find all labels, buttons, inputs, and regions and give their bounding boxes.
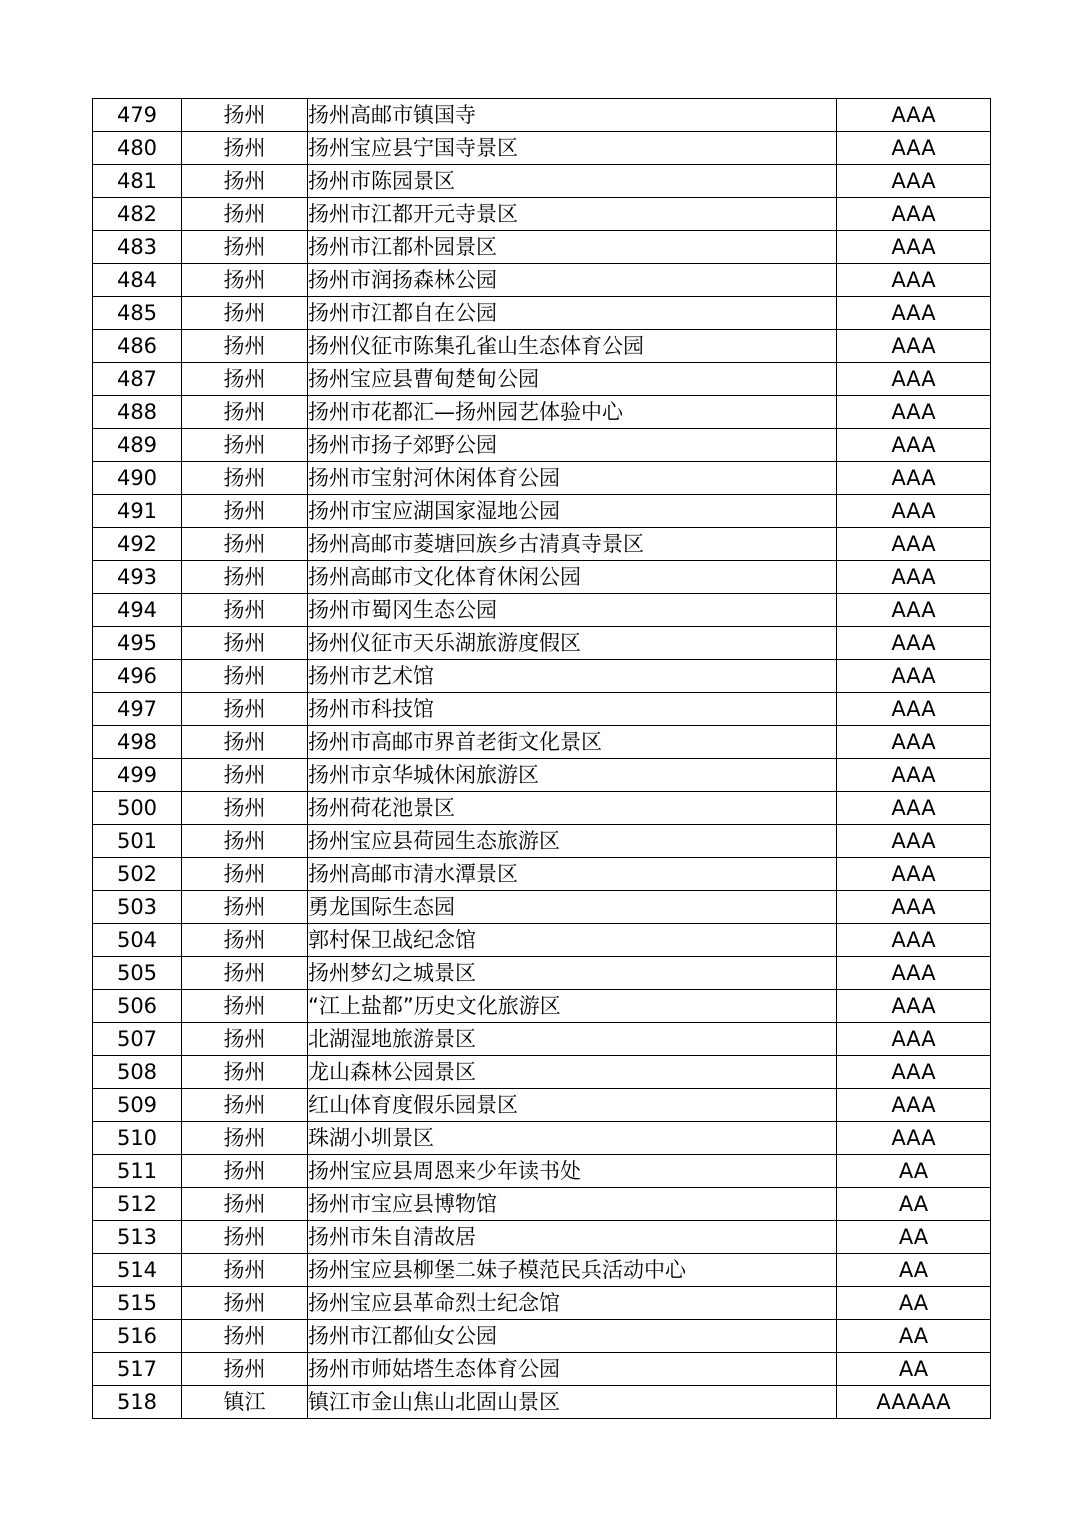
grade-cell: AAA [837,495,991,528]
city-cell: 扬州 [182,132,308,165]
city-cell: 扬州 [182,627,308,660]
grade-cell: AAA [837,363,991,396]
grade-cell: AA [837,1254,991,1287]
table-row [93,1353,991,1386]
grade-cell: AA [837,1188,991,1221]
grade-cell: AAA [837,1023,991,1056]
city-cell: 扬州 [182,759,308,792]
row-number-cell: 503 [93,891,182,924]
scenic-spot-name-cell: 扬州高邮市文化体育休闲公园 [308,561,837,594]
row-number-cell: 505 [93,957,182,990]
grade-cell: AAA [837,990,991,1023]
scenic-spot-name-cell: 扬州市高邮市界首老街文化景区 [308,726,837,759]
city-cell: 扬州 [182,1188,308,1221]
city-cell: 扬州 [182,726,308,759]
city-cell: 扬州 [182,561,308,594]
table-row [93,924,991,957]
grade-cell: AA [837,1287,991,1320]
scenic-spot-name-cell: 扬州市师姑塔生态体育公园 [308,1353,837,1386]
scenic-spot-name-cell: 扬州市江都仙女公园 [308,1320,837,1353]
city-cell: 扬州 [182,363,308,396]
grade-cell: AAA [837,825,991,858]
scenic-spot-name-cell: 扬州市科技馆 [308,693,837,726]
city-cell: 扬州 [182,99,308,132]
table-row [93,660,991,693]
table-row [93,1023,991,1056]
scenic-spot-name-cell: 扬州高邮市清水潭景区 [308,858,837,891]
scenic-spot-name-cell: 红山体育度假乐园景区 [308,1089,837,1122]
city-cell: 扬州 [182,858,308,891]
scenic-spot-name-cell: 扬州高邮市镇国寺 [308,99,837,132]
row-number-cell: 501 [93,825,182,858]
row-number-cell: 512 [93,1188,182,1221]
scenic-spot-name-cell: 扬州市蜀冈生态公园 [308,594,837,627]
city-cell: 扬州 [182,264,308,297]
table-row [93,1089,991,1122]
table-row [93,99,991,132]
city-cell: 扬州 [182,330,308,363]
table-row [93,363,991,396]
row-number-cell: 482 [93,198,182,231]
grade-cell: AAA [837,1056,991,1089]
grade-cell: AAA [837,891,991,924]
table-row [93,1221,991,1254]
row-number-cell: 483 [93,231,182,264]
scenic-spot-table [92,98,991,1419]
row-number-cell: 514 [93,1254,182,1287]
table-row [93,330,991,363]
table-row [93,396,991,429]
scenic-spot-name-cell: 北湖湿地旅游景区 [308,1023,837,1056]
grade-cell: AAA [837,1122,991,1155]
row-number-cell: 518 [93,1386,182,1419]
row-number-cell: 499 [93,759,182,792]
row-number-cell: 509 [93,1089,182,1122]
grade-cell: AAA [837,165,991,198]
city-cell: 扬州 [182,1320,308,1353]
city-cell: 扬州 [182,792,308,825]
city-cell: 扬州 [182,528,308,561]
scenic-spot-name-cell: 扬州市江都朴园景区 [308,231,837,264]
grade-cell: AAA [837,264,991,297]
grade-cell: AAA [837,594,991,627]
grade-cell: AAA [837,231,991,264]
scenic-spot-name-cell: 扬州市江都自在公园 [308,297,837,330]
row-number-cell: 479 [93,99,182,132]
row-number-cell: 488 [93,396,182,429]
row-number-cell: 494 [93,594,182,627]
grade-cell: AAA [837,297,991,330]
table-row [93,1155,991,1188]
grade-cell: AAA [837,330,991,363]
city-cell: 扬州 [182,1155,308,1188]
grade-cell: AA [837,1155,991,1188]
city-cell: 扬州 [182,1089,308,1122]
table-row [93,594,991,627]
row-number-cell: 492 [93,528,182,561]
city-cell: 扬州 [182,165,308,198]
table-row [93,264,991,297]
table-row [93,891,991,924]
scenic-spot-name-cell: 扬州市宝射河休闲体育公园 [308,462,837,495]
row-number-cell: 489 [93,429,182,462]
grade-cell: AAA [837,1089,991,1122]
grade-cell: AAA [837,792,991,825]
city-cell: 扬州 [182,990,308,1023]
grade-cell: AAA [837,528,991,561]
city-cell: 扬州 [182,429,308,462]
table-row [93,1122,991,1155]
row-number-cell: 504 [93,924,182,957]
table-row [93,1287,991,1320]
grade-cell: AAA [837,627,991,660]
table-row [93,1254,991,1287]
row-number-cell: 513 [93,1221,182,1254]
row-number-cell: 511 [93,1155,182,1188]
table-row [93,858,991,891]
scenic-spot-name-cell: 镇江市金山焦山北固山景区 [308,1386,837,1419]
city-cell: 扬州 [182,693,308,726]
grade-cell: AA [837,1320,991,1353]
scenic-spot-name-cell: 扬州市花都汇—扬州园艺体验中心 [308,396,837,429]
scenic-spot-name-cell: 扬州宝应县革命烈士纪念馆 [308,1287,837,1320]
city-cell: 扬州 [182,594,308,627]
table-row [93,429,991,462]
scenic-spot-name-cell: 珠湖小圳景区 [308,1122,837,1155]
grade-cell: AAA [837,198,991,231]
table-row [93,792,991,825]
row-number-cell: 487 [93,363,182,396]
city-cell: 扬州 [182,1221,308,1254]
table-row [93,825,991,858]
scenic-spot-name-cell: 扬州宝应县周恩来少年读书处 [308,1155,837,1188]
grade-cell: AAA [837,99,991,132]
grade-cell: AAA [837,858,991,891]
row-number-cell: 507 [93,1023,182,1056]
scenic-spot-name-cell: 龙山森林公园景区 [308,1056,837,1089]
city-cell: 扬州 [182,297,308,330]
scenic-spot-name-cell: 扬州荷花池景区 [308,792,837,825]
table-row [93,1056,991,1089]
table-body [93,99,991,1419]
city-cell: 扬州 [182,957,308,990]
grade-cell: AAA [837,693,991,726]
grade-cell: AAA [837,396,991,429]
grade-cell: AAA [837,726,991,759]
scenic-spot-name-cell: 郭村保卫战纪念馆 [308,924,837,957]
city-cell: 扬州 [182,1056,308,1089]
row-number-cell: 490 [93,462,182,495]
table-row [93,462,991,495]
scenic-spot-name-cell: 扬州市朱自清故居 [308,1221,837,1254]
scenic-spot-name-cell: 扬州市润扬森林公园 [308,264,837,297]
row-number-cell: 497 [93,693,182,726]
row-number-cell: 480 [93,132,182,165]
scenic-spot-name-cell: 扬州市扬子郊野公园 [308,429,837,462]
row-number-cell: 510 [93,1122,182,1155]
table-row [93,990,991,1023]
table-row [93,165,991,198]
grade-cell: AA [837,1221,991,1254]
row-number-cell: 484 [93,264,182,297]
table-row [93,726,991,759]
grade-cell: AAA [837,759,991,792]
grade-cell: AAAAA [837,1386,991,1419]
city-cell: 扬州 [182,1023,308,1056]
scenic-spot-name-cell: 扬州高邮市菱塘回族乡古清真寺景区 [308,528,837,561]
scenic-spot-name-cell: 扬州市宝应湖国家湿地公园 [308,495,837,528]
city-cell: 扬州 [182,825,308,858]
scenic-spot-name-cell: 扬州市京华城休闲旅游区 [308,759,837,792]
grade-cell: AAA [837,429,991,462]
row-number-cell: 493 [93,561,182,594]
row-number-cell: 496 [93,660,182,693]
table-row [93,231,991,264]
table-row [93,528,991,561]
row-number-cell: 481 [93,165,182,198]
table-row [93,957,991,990]
grade-cell: AAA [837,924,991,957]
row-number-cell: 516 [93,1320,182,1353]
table-row [93,561,991,594]
city-cell: 扬州 [182,396,308,429]
city-cell: 扬州 [182,462,308,495]
row-number-cell: 491 [93,495,182,528]
scenic-spot-name-cell: 扬州市艺术馆 [308,660,837,693]
city-cell: 扬州 [182,891,308,924]
scenic-spot-name-cell: 扬州梦幻之城景区 [308,957,837,990]
row-number-cell: 506 [93,990,182,1023]
scenic-spot-name-cell: 扬州市陈园景区 [308,165,837,198]
grade-cell: AA [837,1353,991,1386]
scenic-spot-name-cell: 扬州宝应县荷园生态旅游区 [308,825,837,858]
city-cell: 扬州 [182,1353,308,1386]
grade-cell: AAA [837,462,991,495]
table-row [93,627,991,660]
city-cell: 扬州 [182,198,308,231]
scenic-spot-name-cell: 扬州宝应县曹甸楚甸公园 [308,363,837,396]
scenic-spot-name-cell: 扬州仪征市天乐湖旅游度假区 [308,627,837,660]
row-number-cell: 498 [93,726,182,759]
scenic-spot-name-cell: 扬州宝应县宁国寺景区 [308,132,837,165]
scenic-spot-name-cell: 扬州市宝应县博物馆 [308,1188,837,1221]
table-row [93,198,991,231]
scenic-spot-name-cell: 勇龙国际生态园 [308,891,837,924]
row-number-cell: 515 [93,1287,182,1320]
grade-cell: AAA [837,957,991,990]
table-row [93,297,991,330]
table-row [93,495,991,528]
grade-cell: AAA [837,132,991,165]
city-cell: 扬州 [182,495,308,528]
city-cell: 扬州 [182,231,308,264]
grade-cell: AAA [837,660,991,693]
scenic-spot-name-cell: “江上盐都”历史文化旅游区 [308,990,837,1023]
table-row [93,759,991,792]
scenic-spot-name-cell: 扬州宝应县柳堡二妹子模范民兵活动中心 [308,1254,837,1287]
table-row [93,1188,991,1221]
row-number-cell: 517 [93,1353,182,1386]
row-number-cell: 486 [93,330,182,363]
row-number-cell: 508 [93,1056,182,1089]
city-cell: 扬州 [182,1122,308,1155]
table-row [93,1386,991,1419]
city-cell: 扬州 [182,660,308,693]
scenic-spot-name-cell: 扬州市江都开元寺景区 [308,198,837,231]
row-number-cell: 485 [93,297,182,330]
row-number-cell: 500 [93,792,182,825]
city-cell: 扬州 [182,924,308,957]
city-cell: 扬州 [182,1287,308,1320]
scenic-spot-name-cell: 扬州仪征市陈集孔雀山生态体育公园 [308,330,837,363]
grade-cell: AAA [837,561,991,594]
row-number-cell: 502 [93,858,182,891]
table-row [93,1320,991,1353]
city-cell: 镇江 [182,1386,308,1419]
row-number-cell: 495 [93,627,182,660]
table-row [93,132,991,165]
table-row [93,693,991,726]
city-cell: 扬州 [182,1254,308,1287]
